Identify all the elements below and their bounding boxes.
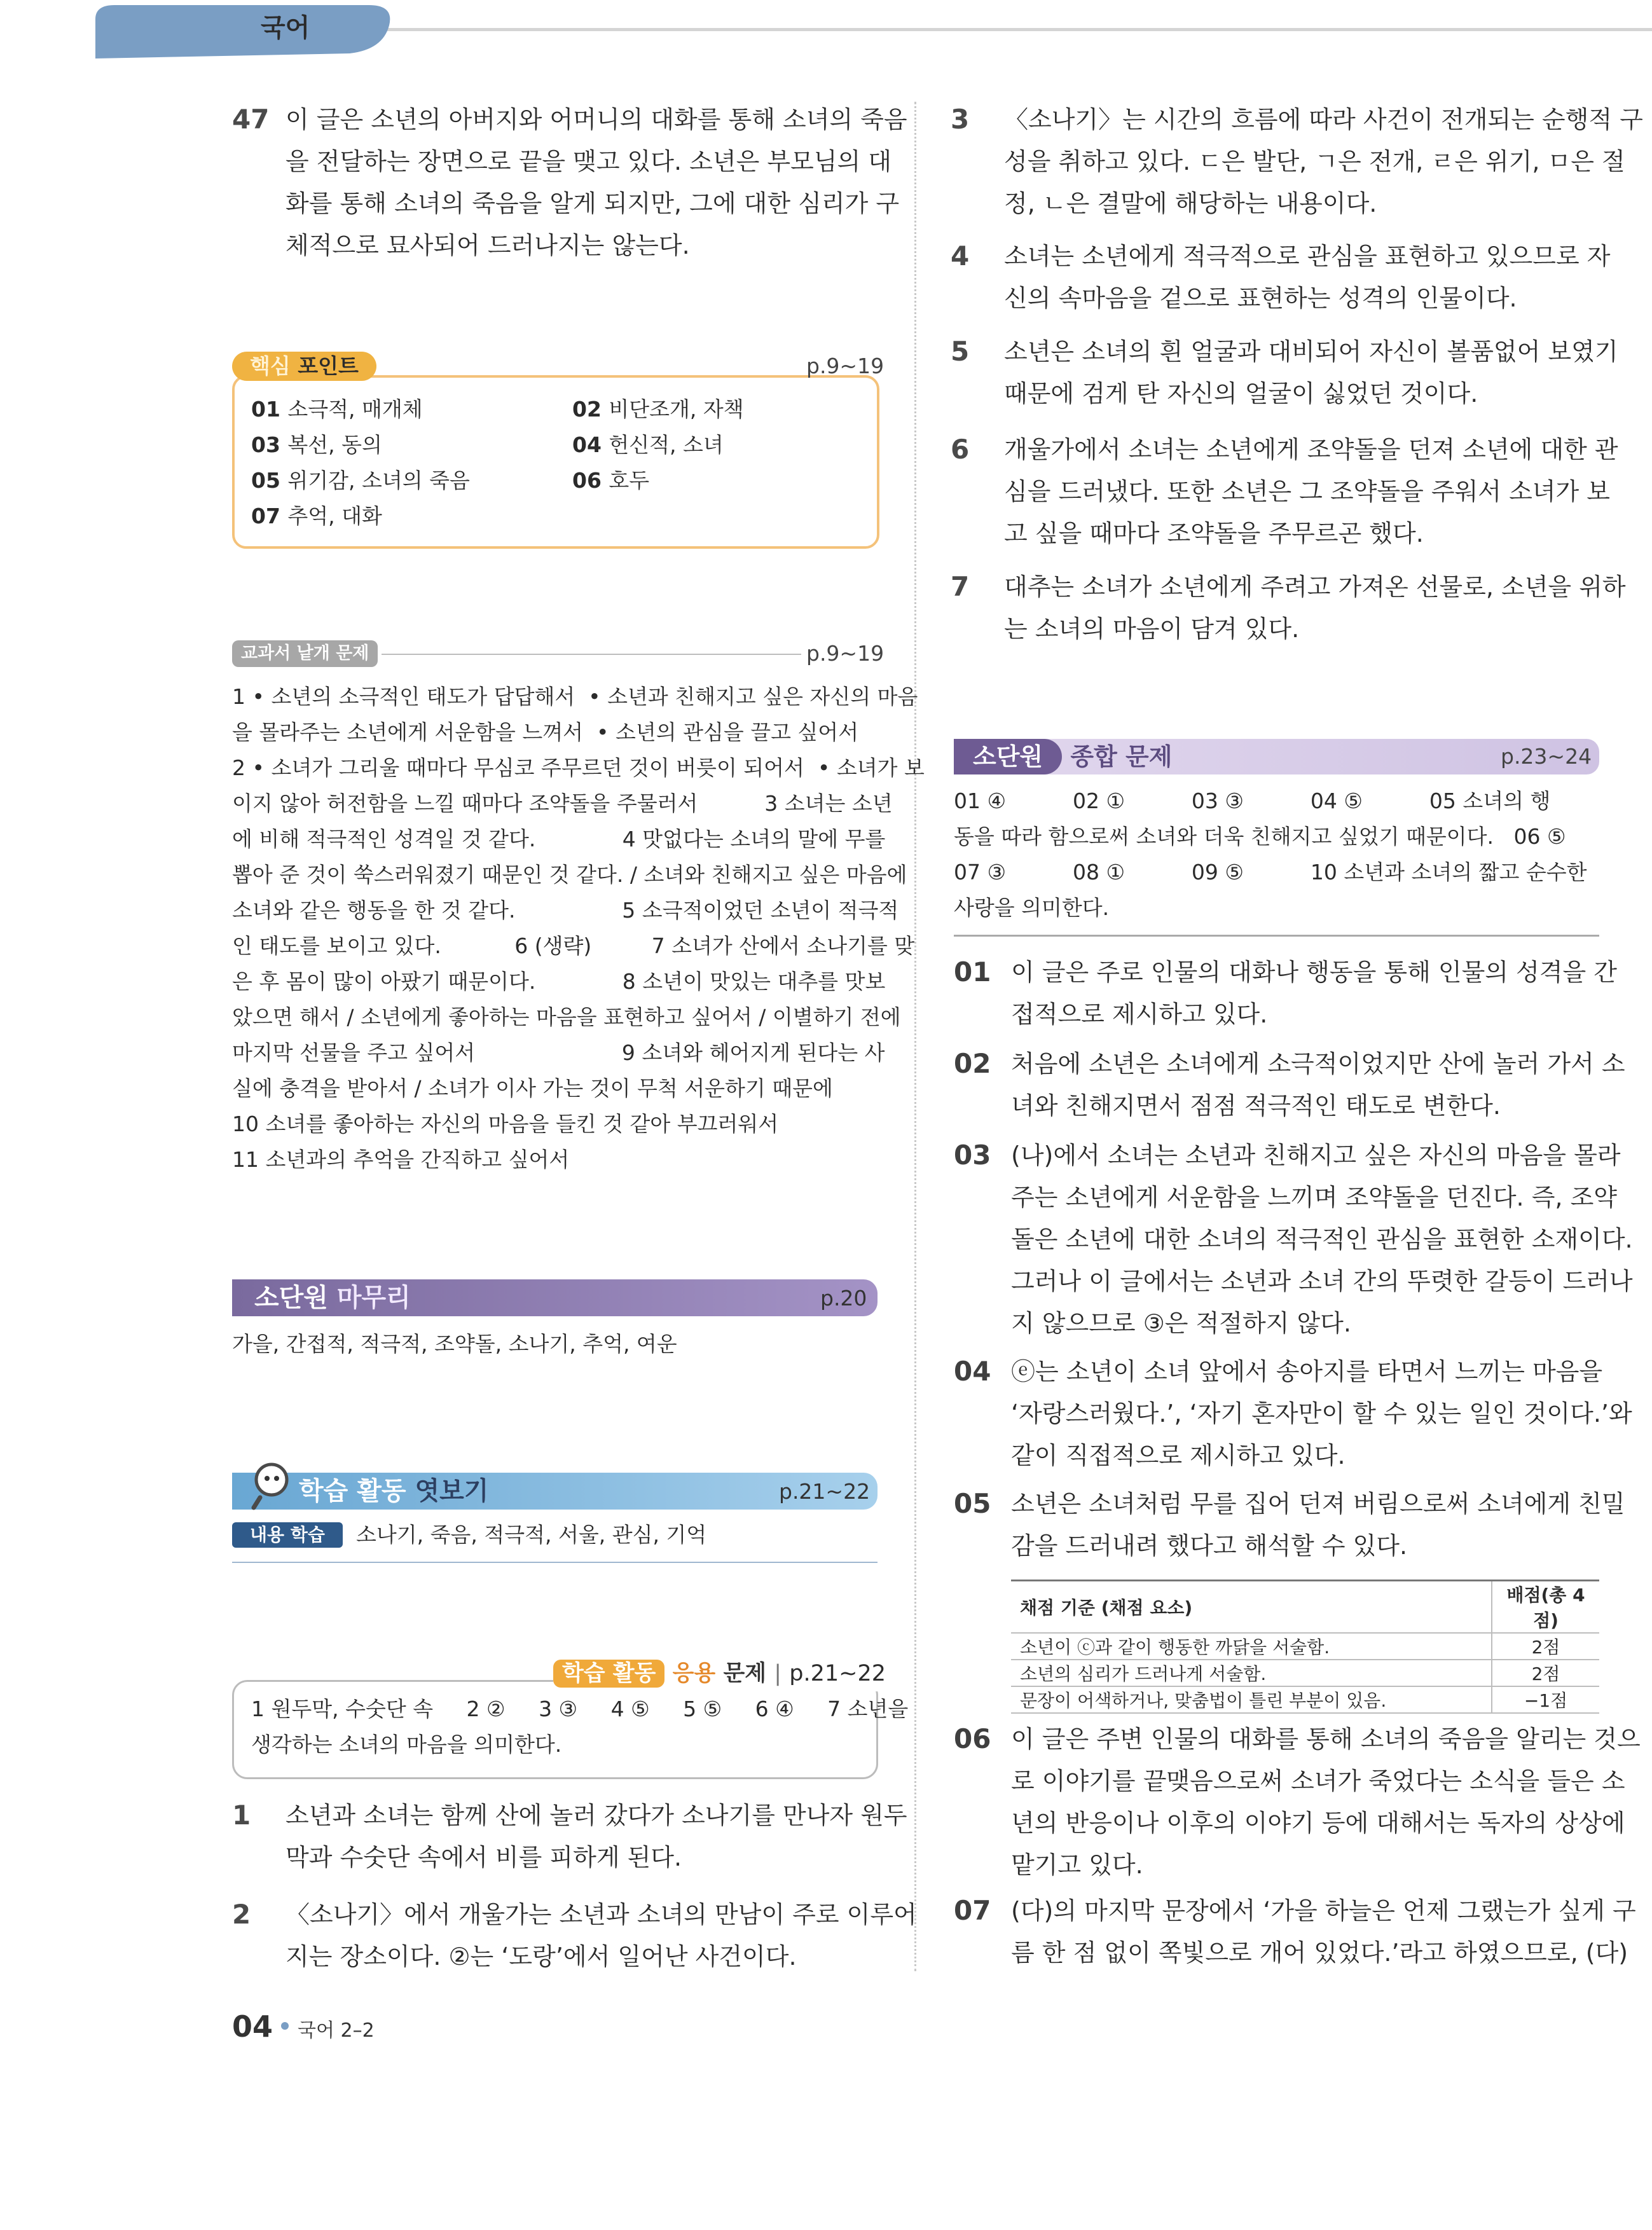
grading-header-criteria: 채점 기준 (채점 요소) bbox=[1011, 1581, 1492, 1634]
footer-page-number: 04 bbox=[232, 2009, 273, 2044]
answer-number: 06 bbox=[954, 1723, 991, 1754]
answer-text: 이 글은 주변 인물의 대화를 통해 소녀의 죽음을 알리는 것으 로 이야기를 끝맺음으로써 소녀가 죽었다는 소식을 들은 소 년의 반응이나 이후의 이야기 등에 대해서는 독자의 상상에 맡기고 있다. bbox=[1011, 1725, 1641, 1879]
answer-text: (다)의 마지막 문장에서 ‘가을 하늘은 언제 그랬는가 싶게 구 름 한 점 없이 쪽빛으로 개어 있었다.’라고 하였으므로, (다) bbox=[1011, 1897, 1636, 1967]
comprehensive-title: 소단원 종합 문제 bbox=[954, 739, 1172, 774]
answer-number: 01 bbox=[954, 956, 991, 988]
textbook-rule bbox=[382, 654, 801, 655]
core-point-item: 04 헌신적, 소녀 bbox=[572, 432, 724, 457]
content-learning-rule bbox=[232, 1562, 878, 1563]
answer-number: 07 bbox=[954, 1895, 991, 1926]
core-point-item: 06 호두 bbox=[572, 468, 650, 493]
core-point-item: 03 복선, 동의 bbox=[251, 432, 382, 457]
activity-page: p.21~22 bbox=[779, 1479, 871, 1504]
grading-table bbox=[1011, 1580, 1599, 1714]
answer-text: 이 글은 주로 인물의 대화나 행동을 통해 인물의 성격을 간 접적으로 제시하고 있다. bbox=[1011, 958, 1617, 1028]
answer-text: 처음에 소년은 소녀에게 소극적이었지만 산에 놀러 가서 소 녀와 친해지면서 점점 적극적인 태도로 변한다. bbox=[1011, 1050, 1625, 1120]
core-point-item: 07 추억, 대화 bbox=[251, 504, 382, 528]
answer-number: 3 bbox=[951, 104, 970, 135]
textbook-page: p.9~19 bbox=[806, 641, 885, 666]
answer-text: 개울가에서 소녀는 소년에게 조약돌을 던져 소년에 대한 관 심을 드러냈다. 또한 소년은 그 조약돌을 주워서 소녀가 보 고 싶을 때마다 조약돌을 주무르곤 했다. bbox=[1004, 436, 1618, 547]
answer-text: 소녀는 소년에게 적극적으로 관심을 표현하고 있으므로 자 신의 속마음을 겉으로 표현하는 성격의 인물이다. bbox=[1004, 242, 1611, 312]
content-learning-badge: 내용 학습 bbox=[232, 1522, 343, 1548]
comprehensive-rule bbox=[954, 935, 1599, 937]
comprehensive-answers: 01 ④ 02 ① 03 ③ 04 ⑤ 05 소녀의 행 동을 따라 함으로써 소녀와 더욱 친해지고 싶었기 때문이다. 06 ⑤ 07 ③ 08 ① 09 ⑤ 10 소년과 소녀의 짧고 순수한 사랑을 의미한다. bbox=[954, 788, 1587, 920]
activity-title: 학습 활동 엿보기 bbox=[299, 1476, 489, 1506]
core-point-item: 01 소극적, 매개체 bbox=[251, 397, 423, 422]
content-learning-text: 소나기, 죽음, 적극적, 서울, 관심, 기억 bbox=[356, 1522, 707, 1547]
answer-text: 대추는 소녀가 소년에게 주려고 가져온 선물로, 소년을 위하 는 소녀의 마음이 담겨 있다. bbox=[1004, 573, 1626, 643]
core-point-item: 02 비단조개, 자책 bbox=[572, 397, 744, 422]
answer-number: 03 bbox=[954, 1139, 991, 1171]
textbook-answers: 1 • 소년의 소극적인 태도가 답답해서 • 소년과 친해지고 싶은 자신의 마음 을 몰라주는 소년에게 서운함을 느껴서 • 소년의 관심을 끌고 싶어서 2 • 소녀가 그리울 때마다 무심코 주무르던 것이 버릇이 되어서 • 소녀가 보 이지 않아 허전함을 느낄 때마다 조약돌을 주물러서 3 소녀는 소년 에 비해 적극적인 성격일 것 같다. 4 맛없다는 소녀의 말에 무를 뽑아 준 것이 쑥스러워졌기 때문인 것 같다. / 소녀와 친해지고 싶은 마음에 소녀와 같은 행동을 한 것 같다. 5 소극적이었던 소년이 적극적 인 태도를 보이고 있다. 6 (생략) 7 소녀가 산에서 소나기를 맞 은 후 몸이 많이 아팠기 때문이다. 8 소년이 맛있는 대추를 맛보 았으면 해서 / 소년에게 좋아하는 마음을 표현하고 싶어서 / 이별하기 전에 마지막 선물을 주고 싶어서 9 소녀와 헤어지게 된다는 사 실에 충격을 받아서 / 소녀가 이사 가는 것이 무척 서운하기 때문에 10 소녀를 좋아하는 자신의 마음을 들킨 것 같아 부끄러워서 11 소년과의 추억을 간직하고 싶어서 bbox=[232, 684, 925, 1172]
answer-number: 2 bbox=[232, 1899, 251, 1930]
grading-header-points: 배점(총 4점) bbox=[1492, 1581, 1599, 1634]
subject-label: 국어 bbox=[261, 13, 310, 43]
footer-book: 국어 2–2 bbox=[298, 2020, 375, 2042]
wrapup-text: 가을, 간접적, 적극적, 조약돌, 소나기, 추억, 여운 bbox=[232, 1332, 677, 1356]
answer-number: 7 bbox=[951, 571, 970, 602]
core-point-item: 05 위기감, 소녀의 죽음 bbox=[251, 468, 470, 493]
grading-row: 문장이 어색하거나, 맞춤법이 틀린 부분이 있음. −1점 bbox=[1011, 1686, 1599, 1713]
textbook-badge: 교과서 낱개 문제 bbox=[232, 640, 378, 667]
applied-answers: 1 원두막, 수숫단 속 2 ② 3 ③ 4 ⑤ 5 ⑤ 6 ④ 7 소년을 생각하는 소녀의 마음을 의미한다. bbox=[251, 1697, 909, 1757]
answer-number: 05 bbox=[954, 1488, 991, 1519]
footer-bullet bbox=[281, 2022, 289, 2030]
answer-text: 소년은 소녀처럼 무를 집어 던져 버림으로써 소녀에게 친밀 감을 드러내려 했다고 해석할 수 있다. bbox=[1011, 1490, 1625, 1560]
grading-row: 소년의 심리가 드러나게 서술함. 2점 bbox=[1011, 1660, 1599, 1686]
answer-number: 04 bbox=[954, 1356, 991, 1387]
answer-number: 6 bbox=[951, 434, 970, 465]
header-tab-shape bbox=[95, 0, 394, 59]
answer-number: 5 bbox=[951, 336, 970, 367]
answer-text: 〈소나기〉는 시간의 흐름에 따라 사건이 전개되는 순행적 구 성을 취하고 있다. ㄷ은 발단, ㄱ은 전개, ㄹ은 위기, ㅁ은 절 정, ㄴ은 결말에 해당하는 내용이다. bbox=[1004, 106, 1643, 217]
answer-text: 소년은 소녀의 흰 얼굴과 대비되어 자신이 볼품없어 보였기 때문에 검게 탄 자신의 얼굴이 싫었던 것이다. bbox=[1004, 338, 1618, 408]
answer-number: 02 bbox=[954, 1048, 991, 1079]
magnifier-icon bbox=[251, 1459, 296, 1510]
answer-number: 1 bbox=[232, 1800, 251, 1831]
grading-row: 소년이 ⓒ과 같이 행동한 까닭을 서술함. 2점 bbox=[1011, 1633, 1599, 1660]
answer-number: 4 bbox=[951, 240, 970, 272]
comprehensive-page: p.23~24 bbox=[1501, 744, 1592, 769]
core-points-badge: 핵심 포인트 bbox=[232, 352, 376, 381]
wrapup-title: 소단원 마무리 bbox=[254, 1283, 411, 1312]
answer-text: ⓔ는 소년이 소녀 앞에서 송아지를 타면서 느끼는 마음을 ‘자랑스러웠다.’, ‘자기 혼자만이 할 수 있는 일인 것이다.’와 같이 직접적으로 제시하고 있다. bbox=[1011, 1358, 1632, 1469]
answer-number: 47 bbox=[232, 104, 270, 135]
applied-title: 학습 활동 응용 문제 | p.21~22 bbox=[553, 1656, 897, 1691]
answer-text: 소년과 소녀는 함께 산에 놀러 갔다가 소나기를 만나자 원두 막과 수숫단 속에서 비를 피하게 된다. bbox=[286, 1801, 907, 1871]
wrapup-page: p.20 bbox=[820, 1286, 867, 1311]
answer-text: 이 글은 소년의 아버지와 어머니의 대화를 통해 소녀의 죽음 을 전달하는 장면으로 끝을 맺고 있다. 소년은 부모님의 대 화를 통해 소녀의 죽음을 알게 되지만, 그에 대한 심리가 구 체적으로 묘사되어 드러나지는 않는다. bbox=[286, 106, 907, 259]
answer-text: 〈소나기〉에서 개울가는 소년과 소녀의 만남이 주로 이루어 지는 장소이다. ②는 ‘도랑’에서 일어난 사건이다. bbox=[286, 1901, 917, 1971]
answer-text: (나)에서 소녀는 소년과 친해지고 싶은 자신의 마음을 몰라 주는 소년에게 서운함을 느끼며 조약돌을 던진다. 즉, 조약 돌은 소년에 대한 소녀의 적극적인 관심을 표현한 소재이다. 그러나 이 글에서는 소년과 소녀 간의 뚜렷한 갈등이 드러나 지 않으므로 ③은 적절하지 않다. bbox=[1011, 1141, 1633, 1337]
core-points-page: p.9~19 bbox=[806, 354, 885, 378]
